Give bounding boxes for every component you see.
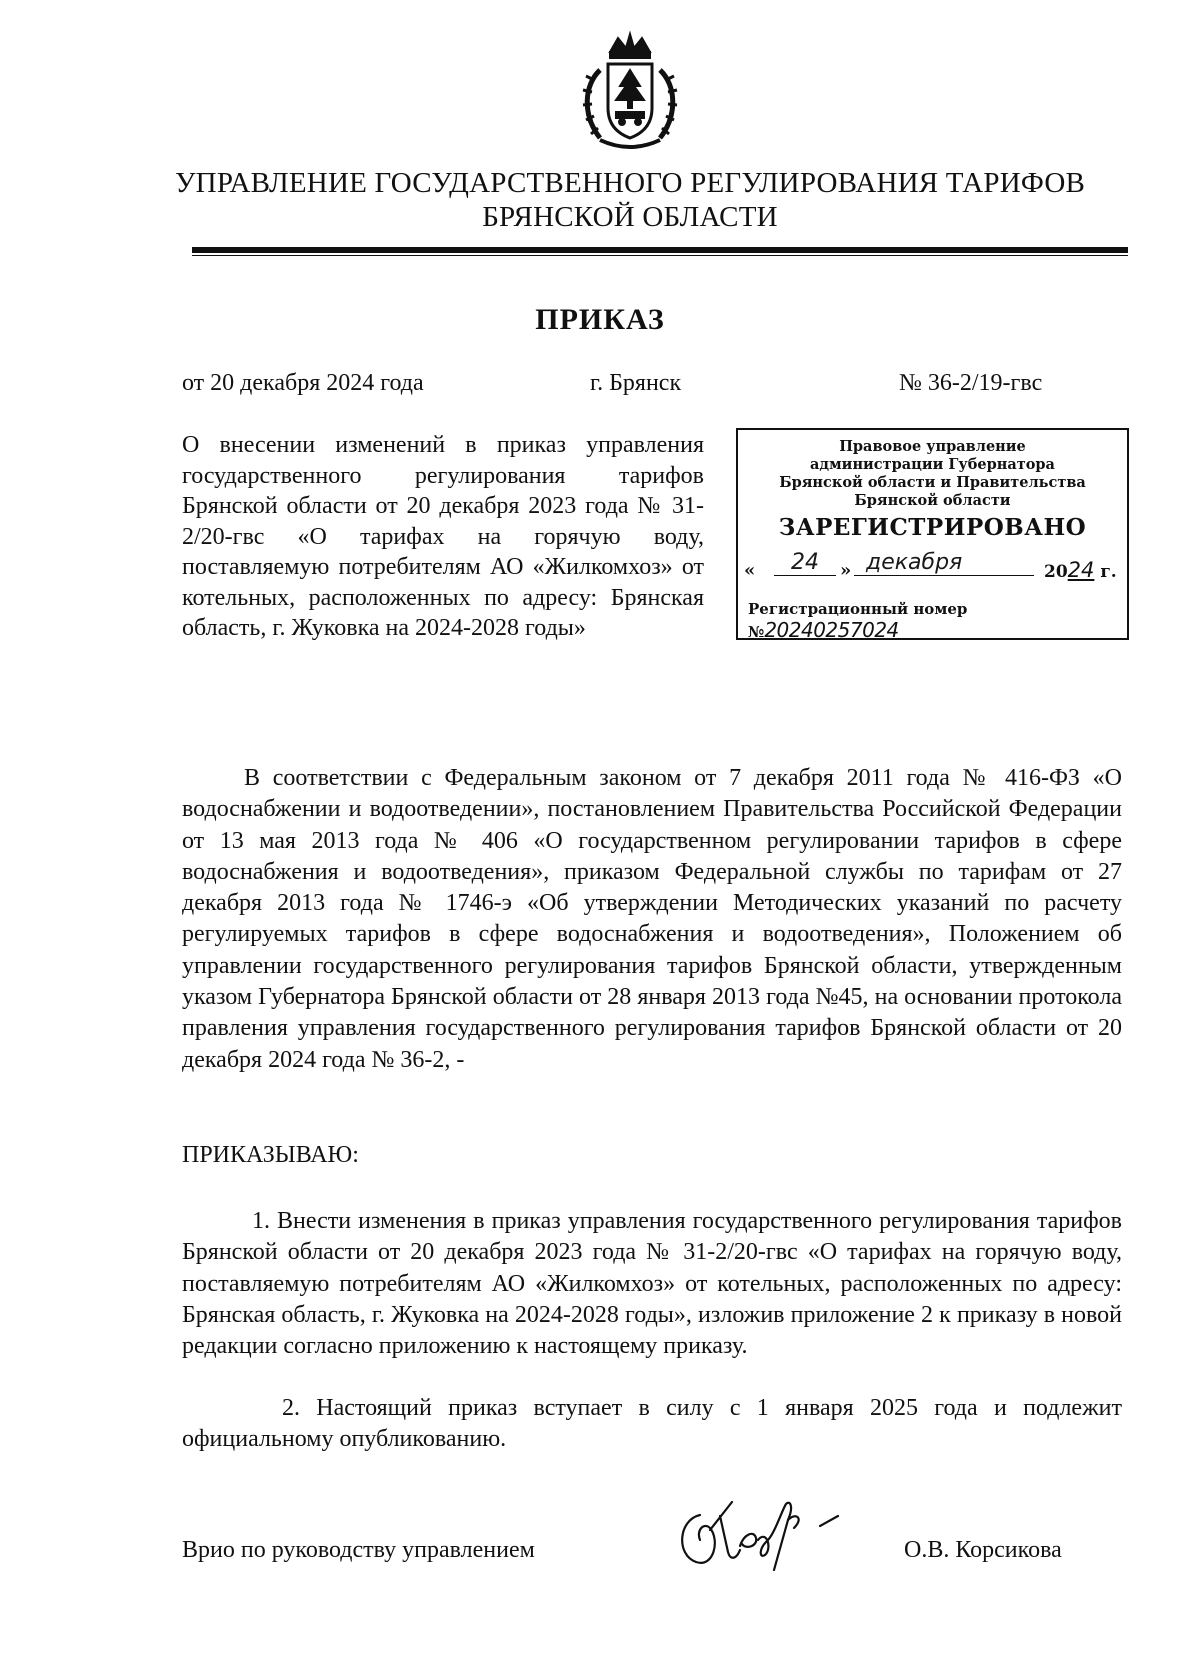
signer-name: О.В. Корсикова bbox=[904, 1537, 1062, 1563]
document-number: № 36-2/19-гвс bbox=[899, 370, 1043, 396]
signer-position: Врио по руководству управлением bbox=[182, 1537, 535, 1563]
header-divider-thick bbox=[192, 247, 1128, 253]
stamp-regnum-label: Регистрационный номер № bbox=[748, 600, 968, 641]
document-city: г. Брянск bbox=[590, 370, 682, 396]
stamp-date bbox=[744, 548, 1122, 588]
stamp-year bbox=[1044, 558, 1117, 582]
stamp-year-end: г. bbox=[1100, 562, 1117, 582]
stamp-month: декабря bbox=[854, 550, 1034, 576]
coat-of-arms-icon bbox=[570, 30, 690, 160]
order-item-1: 1. Внести изменения в приказ управления государственного регулирования тарифов Брянской области от 20 декабря 2023 года № 31-2/20-гвс «О тарифах на горячую воду, поставляемую потребителям АО «Жилкомхоз» от котельных, расположенных по адресу: Брянская область, г. Жуковка на 2024-2028 годы», изложив приложение 2 к приказу в новой редакции согласно приложению к настоящему приказу. bbox=[182, 1208, 1122, 1360]
stamp-year-suffix: 24 bbox=[1067, 558, 1095, 582]
registration-stamp bbox=[736, 428, 1129, 640]
stamp-line: Брянской области и Правительства bbox=[779, 474, 1086, 491]
stamp-line: администрации Губернатора bbox=[810, 456, 1055, 473]
order-item-2: 2. Настоящий приказ вступает в силу с 1 января 2025 года и подлежит официальному опубликованию. bbox=[182, 1395, 1122, 1453]
handwritten-signature bbox=[670, 1490, 860, 1575]
stamp-registered-label: ЗАРЕГИСТРИРОВАНО bbox=[778, 514, 1087, 541]
org-name-line2: БРЯНСКОЙ ОБЛАСТИ bbox=[482, 201, 778, 233]
stamp-registration-number bbox=[748, 600, 1120, 642]
order-word: ПРИКАЗЫВАЮ: bbox=[182, 1142, 359, 1168]
document-title: ПРИКАЗ bbox=[535, 303, 665, 336]
header-divider-thin bbox=[192, 255, 1128, 256]
stamp-line: Брянской области bbox=[854, 492, 1011, 509]
preamble-paragraph: В соответствии с Федеральным законом от 7 декабря 2011 года № 416-ФЗ «О водоснабжении и водоотведении», постановлением Правительства Российской Федерации от 13 мая 2013 года № 406 «О государственном регулировании тарифов в сфере водоснабжения и водоотведения», приказом Федеральной службы по тарифам от 27 декабря 2013 года № 1746-э «Об утверждении Методических указаний по расчету регулируемых тарифов в сфере водоснабжения и водоотведения», Положением об управлении государственного регулирования тарифов Брянской области, утвержденным указом Губернатора Брянской области от 28 января 2013 года №45, на основании протокола правления управления государственного регулирования тарифов Брянской области от 20 декабря 2024 года № 36-2, - bbox=[182, 765, 1122, 1073]
document-date: от 20 декабря 2024 года bbox=[182, 370, 424, 396]
org-name-line1: УПРАВЛЕНИЕ ГОСУДАРСТВЕННОГО РЕГУЛИРОВАНИЯ ТАРИФОВ bbox=[174, 167, 1086, 199]
stamp-quote-mark: » bbox=[840, 560, 852, 581]
stamp-quote-mark: « bbox=[744, 560, 756, 581]
stamp-line: Правовое управление bbox=[839, 438, 1026, 455]
stamp-day: 24 bbox=[774, 550, 836, 576]
stamp-regnum-value: 20240257024 bbox=[764, 618, 899, 642]
document-subject: О внесении изменений в приказ управления государственного регулирования тарифов Брянской области от 20 декабря 2023 года № 31-2/20-гвс «О тарифах на горячую воду, поставляемую потребителям АО «Жилкомхоз» от котельных, расположенных по адресу: Брянская область, г. Жуковка на 2024-2028 годы» bbox=[182, 432, 704, 641]
stamp-year-prefix: 20 bbox=[1044, 562, 1068, 582]
